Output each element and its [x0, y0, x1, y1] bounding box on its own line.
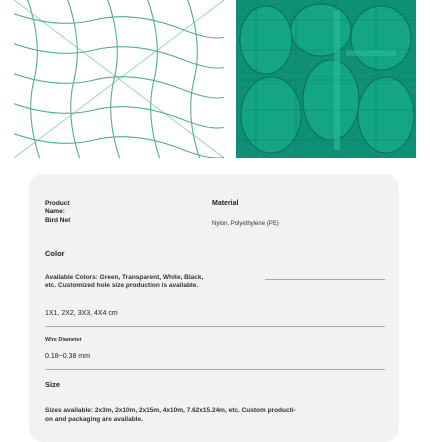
divider — [45, 326, 385, 327]
product-photos — [0, 0, 430, 160]
size-heading: Size — [45, 380, 61, 389]
material-label: Material — [212, 200, 239, 207]
wire-diameter-label: Wire Diameter — [45, 337, 82, 343]
available-colors-line1: Available Colors: Green, Transparent, White, Black, — [45, 274, 204, 281]
product-name-label-line1: Product — [45, 200, 70, 207]
divider — [265, 279, 385, 280]
net-bundle-icon — [236, 0, 416, 158]
net-bundle-photo — [236, 0, 416, 158]
sizes-available-line1: Sizes available: 2x3m, 2x10m, 2x15m, 4x10m, 7.62x15.24m, etc. Custom producti- — [45, 407, 296, 414]
net-mesh-photo — [14, 0, 224, 158]
product-name-value: Bird Net — [45, 217, 71, 224]
wire-diameter-value: 0.18~0.38 mm — [45, 353, 90, 360]
color-heading: Color — [45, 249, 65, 258]
sizes-available-line2: on and packaging are available. — [45, 416, 143, 423]
net-mesh-icon — [14, 0, 224, 158]
divider — [45, 369, 385, 370]
spec-panel — [29, 174, 399, 442]
available-colors-line2: etc. Customized hole size production is available. — [45, 282, 199, 289]
mesh-sizes: 1X1, 2X2, 3X3, 4X4 cm — [45, 310, 118, 317]
product-name-label-line2: Name: — [45, 208, 65, 215]
material-value: Nylon, Polyethylene (PE) — [212, 221, 279, 227]
